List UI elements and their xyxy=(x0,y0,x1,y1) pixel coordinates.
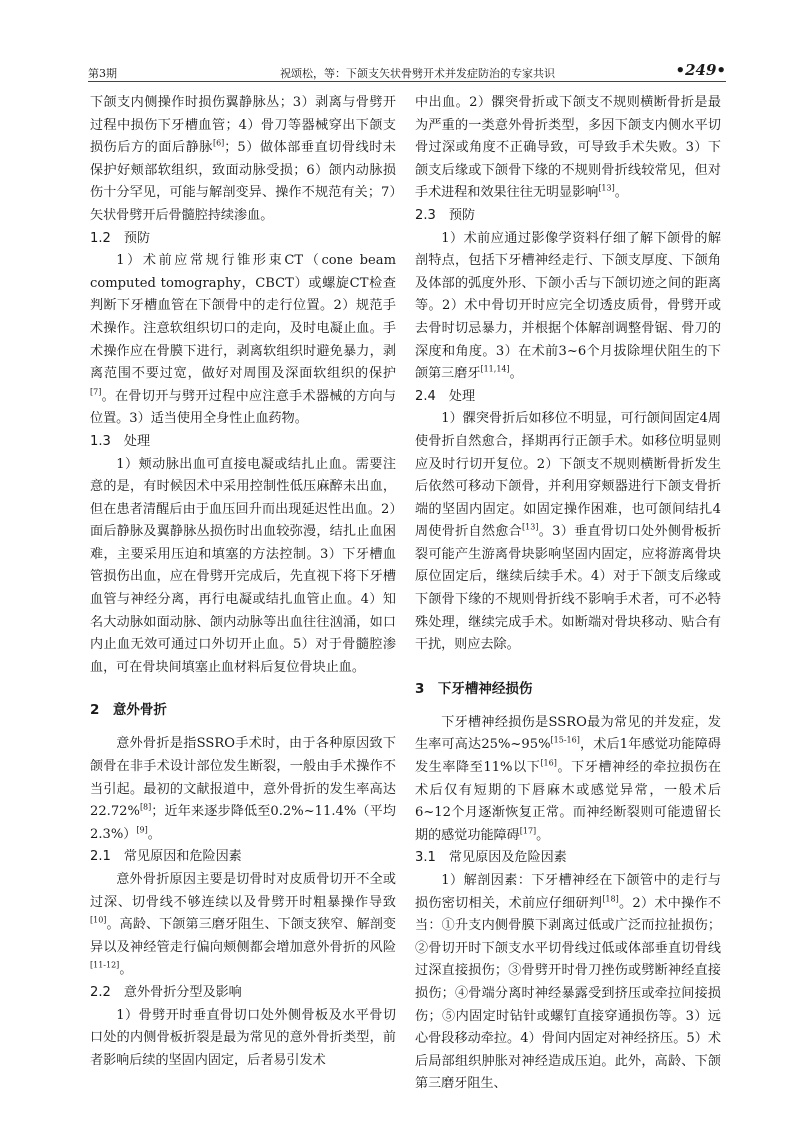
paragraph: 下颌支内侧操作时损伤翼静脉丛；3）剥离与骨劈开过程中损伤下牙槽血管；4）骨刀等器械穿出下颌支损伤后方的面后静脉[6]；5）做体部垂直切骨线时未保护好颊部软组织，致面动脉受损；6）颌内动脉损伤十分罕见，可能与解剖变异、操作不规范有关；7）矢状骨劈开后骨髓腔持续渗血。 xyxy=(90,95,396,223)
right-column xyxy=(415,92,721,1096)
subsection-heading: 2.4 处理 xyxy=(415,388,476,404)
citation: [17] xyxy=(519,826,537,836)
citation: [18] xyxy=(602,894,619,904)
paragraph: 1）解剖因素：下牙槽神经在下颌管中的走行与损伤密切相关，术前应仔细研判[18]。2）术中操作不当：①升支内侧骨膜下剥离过低或广泛而拉扯损伤；②骨切开时下颌支水平切骨线过低或体部垂直切骨线过深直接损伤；③骨劈开时骨刀挫伤或劈断神经直接损伤；④骨端分离时神经暴露受到挤压或牵拉间接损伤；⑤内固定时钻针或螺钉直接穿通损伤等。3）远心骨段移动牵拉。4）骨间内固定对神经挤压。5）术后局部组织肿胀对神经造成压迫。此外，高龄、下颌第三磨牙阻生、 xyxy=(415,873,721,1092)
page-number: •249• xyxy=(675,61,726,79)
citation: [13] xyxy=(522,522,539,532)
paragraph: 1）术前应常规行锥形束CT（cone beam computed tomography，CBCT）或螺旋CT检查判断下牙槽血管在下颌骨中的走行位置。2）规范手术操作。注意软组织切口的走向，及时电凝止血。手术操作应在骨膜下进行，剥离软组织时避免暴力，剥离范围不要过宽，做好对周围及深面软组织的保护[7]。在骨切开与劈开过程中应注意手术器械的方向与位置。3）适当使用全身性止血药物。 xyxy=(90,253,396,427)
subsection-heading: 2.1 常见原因和危险因素 xyxy=(90,849,242,865)
citation: [13] xyxy=(598,184,615,194)
citation: [11-12] xyxy=(90,961,120,971)
citation: [6] xyxy=(212,138,225,148)
subsection-heading: 1.2 预防 xyxy=(90,230,151,246)
running-title: 祝颂松，等：下颌支矢状骨劈开术并发症防治的专家共识 xyxy=(280,67,555,80)
subsection-heading: 1.3 处理 xyxy=(90,433,151,449)
citation: [9] xyxy=(136,825,148,835)
section-heading: 2 意外骨折 xyxy=(90,702,167,719)
paragraph: 意外骨折原因主要是切骨时对皮质骨切开不全或过深、切骨线不够连续以及骨劈开时粗暴操作导致[10]。高龄、下颌第三磨牙阻生、下颌支狭窄、解剖变异以及神经管走行偏向颊侧都会增加意外骨折的风险[11-12]。 xyxy=(90,872,396,978)
citation: [11,14] xyxy=(480,364,510,374)
issue-number: 第3期 xyxy=(88,67,117,80)
citation: [10] xyxy=(90,915,107,925)
running-header xyxy=(88,63,726,82)
paragraph: 1）颊动脉出血可直接电凝或结扎止血。需要注意的是，有时候因术中采用控制性低压麻醉未出血，但在患者清醒后由于血压回升而出现延迟性出血。2）面后静脉及翼静脉丛损伤时出血较弥漫，结扎止血困难，主要采用压迫和填塞的方法控制。3）下牙槽血管损伤出血，应在骨劈开完成后，先直视下将下牙槽血管与神经分离，再行电凝或结扎血管止血。4）知名大动脉如面动脉、颌内动脉等出血往往汹涌，如口内止血无效可通过口外切开止血。5）对于骨髓腔渗血，可在骨块间填塞止血材料后复位骨块止血。 xyxy=(90,456,396,675)
paragraph: 1）骨劈开时垂直骨切口处外侧骨板及水平骨切口处的内侧骨板折裂是最为常见的意外骨折类型，前者影响后续的坚固内固定，后者易引发术 xyxy=(90,1007,396,1068)
paragraph: 1）髁突骨折后如移位不明显，可行颌间固定4周使骨折自然愈合，择期再行正颌手术。如移位明显则应及时行切开复位。2）下颌支不规则横断骨折发生后依然可移动下颌骨，并利用穿颊器进行下颌支骨折端的坚固内固定。如固定操作困难，也可颌间结扎4周使骨折自然愈合[13]。3）垂直骨切口处外侧骨板折裂可能产生游离骨块影响坚固内固定，应将游离骨块原位固定后，继续后续手术。4）对于下颌支后缘或下颌骨下缘的不规则骨折线不影响手术者，可不必特殊处理，继续完成手术。如断端对骨块移动、贴合有干扰，则应去除。 xyxy=(415,411,721,653)
citation: [8] xyxy=(139,802,152,812)
subsection-heading: 3.1 常见原因及危险因素 xyxy=(415,850,567,866)
paragraph: 下牙槽神经损伤是SSRO最为常见的并发症，发生率可高达25%~95%[15-16]，术后1年感觉功能障碍发生率降至11%以下[16]。下牙槽神经的牵拉损伤在术后仅有短期的下唇麻木或感觉异常，一般术后6~12个月逐渐恢复正常。而神经断裂则可能遗留长期的感觉功能障碍[17]。 xyxy=(415,714,721,843)
paragraph: 意外骨折是指SSRO手术时，由于各种原因致下颌骨在非手术设计部位发生断裂，一般由手术操作不当引起。最初的文献报道中，意外骨折的发生率高达22.72%[8]；近年来逐步降低至0.2%~11.4%（平均2.3%）[9]。 xyxy=(90,736,396,842)
paragraph: 中出血。2）髁突骨折或下颌支不规则横断骨折是最为严重的一类意外骨折类型，多因下颌支内侧水平切骨过深或角度不正确导致，可导致手术失败。3）下颌支后缘或下颌骨下缘的不规则骨折线较常见，但对手术进程和效果往往无明显影响[13]。 xyxy=(415,95,721,201)
citation: [15-16] xyxy=(550,736,580,746)
left-column xyxy=(90,92,396,1072)
paragraph: 1）术前应通过影像学资料仔细了解下颌骨的解剖特点，包括下牙槽神经走行、下颌支厚度、下颌角及体部的弧度外形、下颌小舌与下颌切迹之间的距离等。2）术中骨切开时应完全切透皮质骨，骨劈开或去骨时切忌暴力，并根据个体解剖调整骨锯、骨刀的深度和角度。3）在术前3~6个月拔除埋伏阻生的下颌第三磨牙[11,14]。 xyxy=(415,230,721,382)
citation: [7] xyxy=(90,387,102,397)
subsection-heading: 2.2 意外骨折分型及影响 xyxy=(90,984,242,1000)
subsection-heading: 2.3 预防 xyxy=(415,207,476,223)
citation: [16] xyxy=(540,758,557,768)
section-heading: 3 下牙槽神经损伤 xyxy=(415,680,533,697)
